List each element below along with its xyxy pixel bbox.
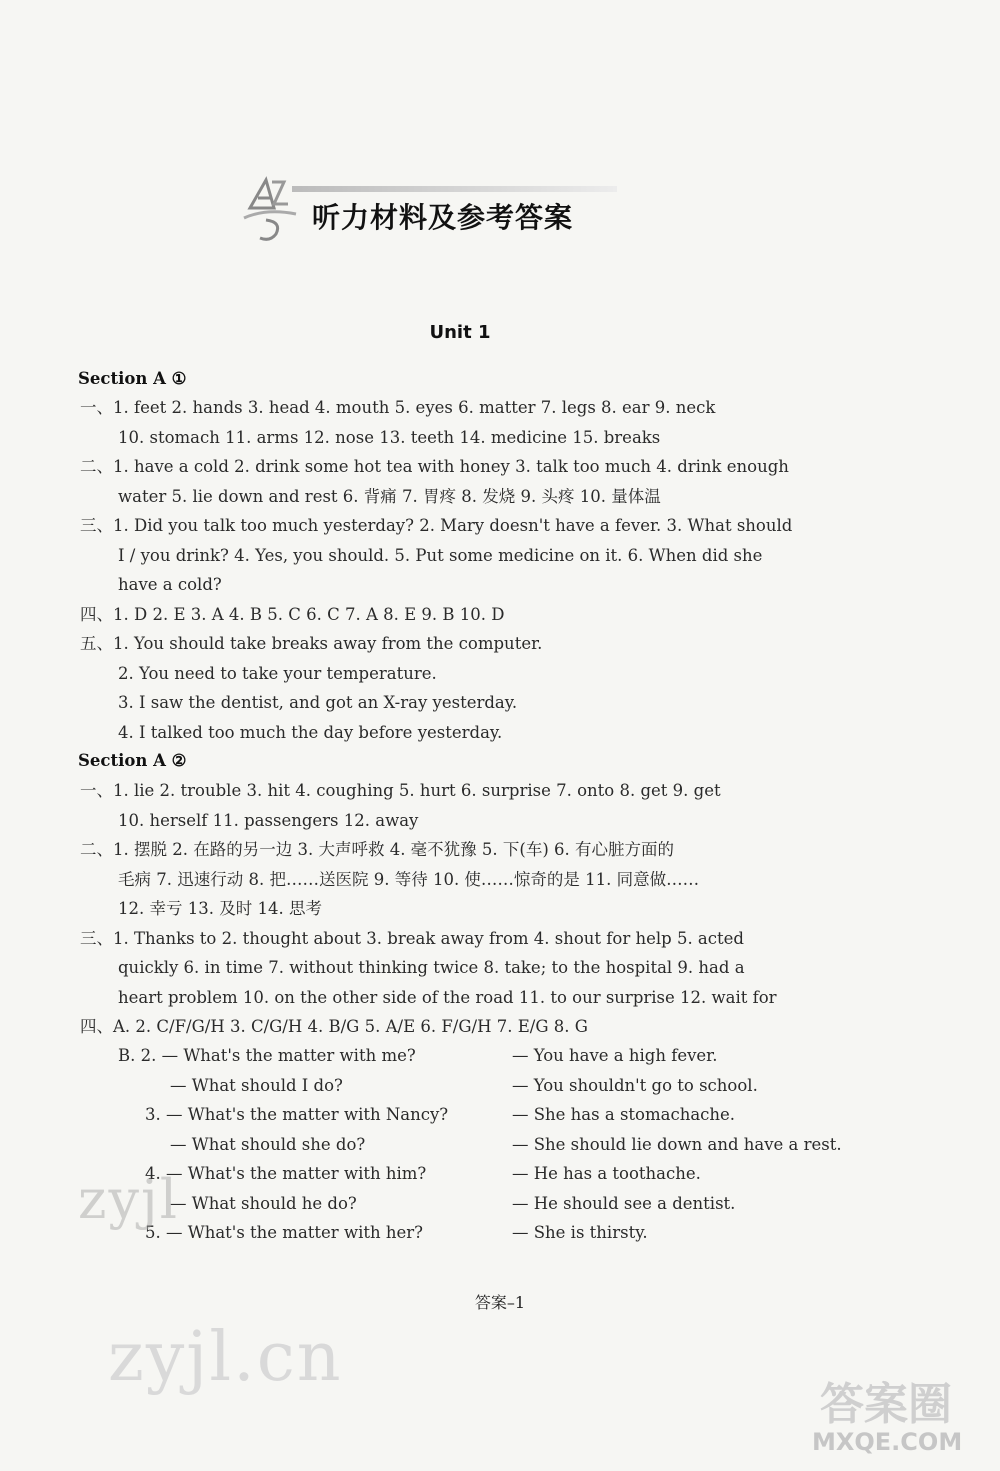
dialogue-answer: — He should see a dentist. — [512, 1194, 736, 1213]
answer-line: 毛病 7. 迅速行动 8. 把……送医院 9. 等待 10. 使……惊奇的是 11. 同意做…… — [118, 870, 700, 889]
dialogue-question: — What should I do? — [170, 1076, 343, 1095]
watermark-left: zyjl.cn — [108, 1318, 343, 1397]
answer-line: 四、A. 2. C/F/G/H 3. C/G/H 4. B/G 5. A/E 6. F/G/H 7. E/G 8. G — [80, 1017, 588, 1036]
page-title: 听力材料及参考答案 — [312, 201, 574, 234]
dialogue-question: 4. — What's the matter with him? — [145, 1164, 427, 1183]
answer-line: 一、1. feet 2. hands 3. head 4. mouth 5. eyes 6. matter 7. legs 8. ear 9. neck — [80, 398, 716, 417]
unit-title: Unit 1 — [429, 322, 491, 343]
dialogue-question: 3. — What's the matter with Nancy? — [145, 1105, 449, 1124]
answer-line: heart problem 10. on the other side of the road 11. to our surprise 12. wait for — [118, 988, 777, 1007]
answer-line: 4. I talked too much the day before yesterday. — [118, 723, 503, 742]
page-number: 答案–1 — [474, 1293, 526, 1312]
header-bar — [292, 186, 617, 192]
dialogue-answer: — She should lie down and have a rest. — [512, 1135, 842, 1154]
dialogue-question: — What should she do? — [170, 1135, 366, 1154]
watermark-right-url: MXQE.COM — [812, 1428, 963, 1456]
answer-line: water 5. lie down and rest 6. 背痛 7. 胃疼 8. 发烧 9. 头疼 10. 量体温 — [118, 487, 661, 506]
answer-line: 三、1. Thanks to 2. thought about 3. break away from 4. shout for help 5. acted — [80, 929, 744, 948]
answer-line: I / you drink? 4. Yes, you should. 5. Put some medicine on it. 6. When did she — [118, 546, 763, 565]
answer-line: 2. You need to take your temperature. — [118, 664, 437, 683]
answer-line: 10. herself 11. passengers 12. away — [118, 811, 419, 830]
answer-line: 12. 幸亏 13. 及时 14. 思考 — [118, 899, 322, 918]
answer-line: 3. I saw the dentist, and got an X-ray yesterday. — [118, 693, 518, 712]
header-logo-icon — [236, 168, 306, 248]
dialogue-answer: — She has a stomachache. — [512, 1105, 736, 1124]
section-title: Section A ② — [78, 751, 187, 770]
answer-line: 二、1. have a cold 2. drink some hot tea with honey 3. talk too much 4. drink enough — [80, 457, 789, 476]
answer-line: quickly 6. in time 7. without thinking twice 8. take; to the hospital 9. had a — [118, 958, 745, 977]
dialogue-answer: — You have a high fever. — [512, 1046, 718, 1065]
section-title: Section A ① — [78, 369, 187, 388]
watermark-small: zyjl — [78, 1168, 179, 1231]
dialogue-answer: — He has a toothache. — [512, 1164, 701, 1183]
answer-line: have a cold? — [118, 575, 222, 594]
dialogue-question: 5. — What's the matter with her? — [145, 1223, 423, 1242]
dialogue-answer: — You shouldn't go to school. — [512, 1076, 758, 1095]
dialogue-answer: — She is thirsty. — [512, 1223, 648, 1242]
answer-line: 五、1. You should take breaks away from the computer. — [80, 634, 543, 653]
dialogue-question: B. 2. — What's the matter with me? — [118, 1046, 416, 1065]
answer-line: 10. stomach 11. arms 12. nose 13. teeth 14. medicine 15. breaks — [118, 428, 661, 447]
watermark-right-logo: 答案圈 — [820, 1379, 952, 1430]
answer-line: 二、1. 摆脱 2. 在路的另一边 3. 大声呼救 4. 毫不犹豫 5. 下(车) 6. 有心脏方面的 — [80, 840, 675, 859]
dialogue-question: — What should he do? — [170, 1194, 357, 1213]
answer-line: 一、1. lie 2. trouble 3. hit 4. coughing 5. hurt 6. surprise 7. onto 8. get 9. get — [80, 781, 721, 800]
answer-line: 三、1. Did you talk too much yesterday? 2. Mary doesn't have a fever. 3. What should — [80, 516, 793, 535]
answer-line: 四、1. D 2. E 3. A 4. B 5. C 6. C 7. A 8. E 9. B 10. D — [80, 605, 505, 624]
